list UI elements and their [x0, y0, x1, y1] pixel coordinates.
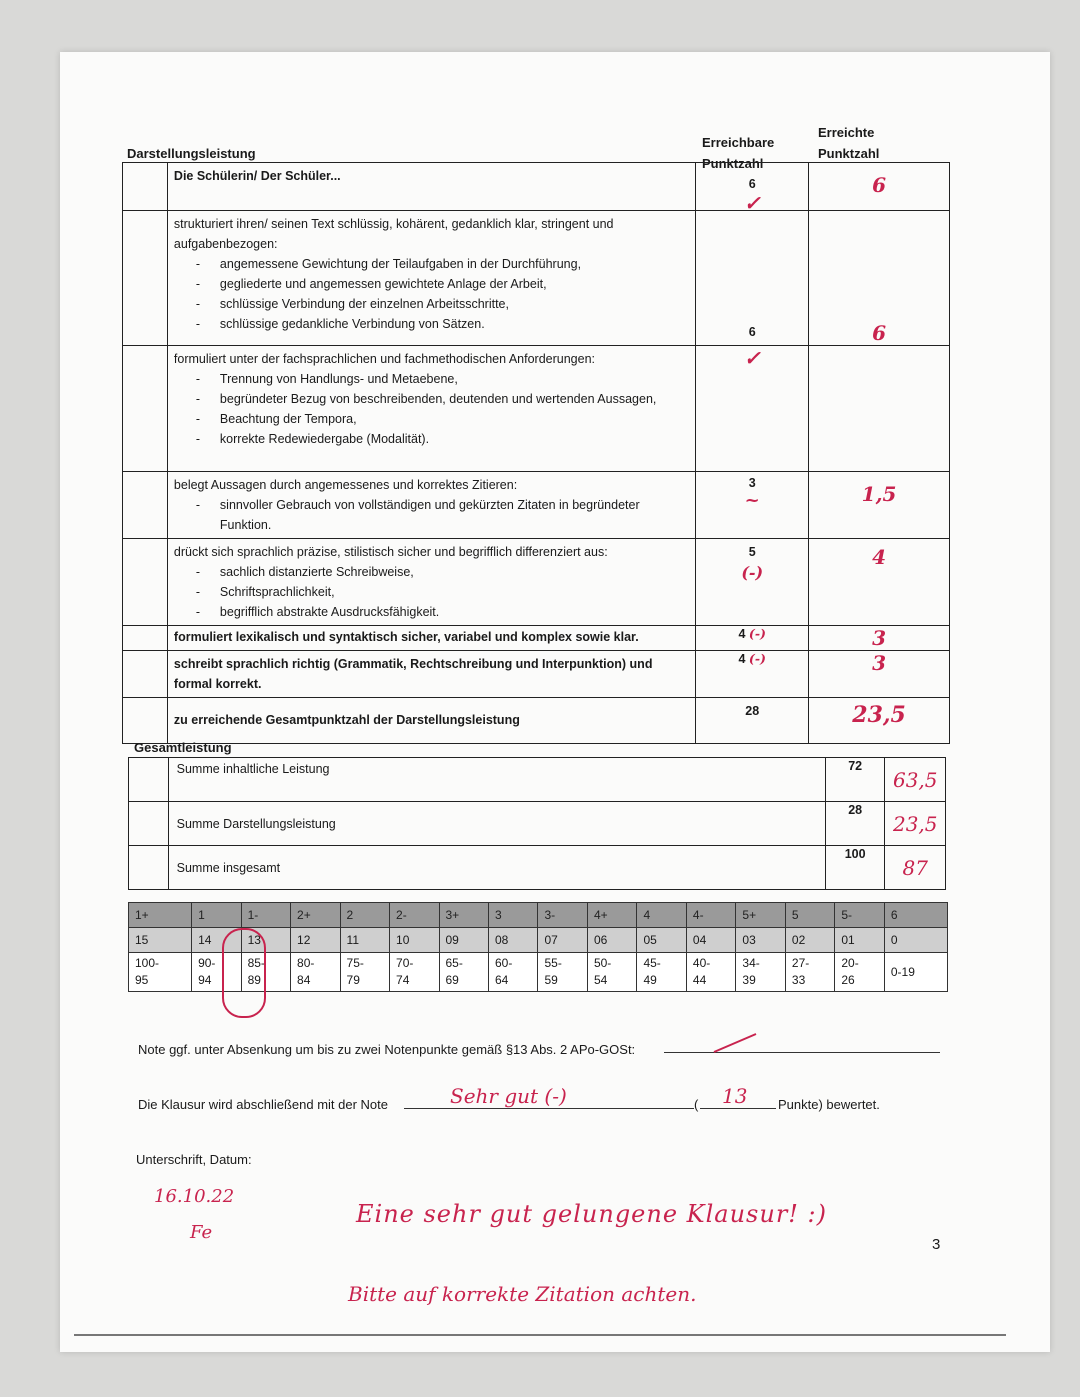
criterion-item: - begrifflich abstrakte Ausdrucksfähigkeit.: [220, 602, 689, 622]
max-points-2: 6: [748, 325, 756, 339]
range-cell: [884, 953, 947, 992]
section-heading-gesamt: Gesamtleistung: [134, 740, 232, 755]
grade-cell: 4+: [587, 903, 636, 928]
range-to: 39: [742, 973, 756, 987]
criterion-2: formuliert unter der fachsprachlichen und fachmethodischen Anforderungen:: [173, 352, 596, 366]
teacher-comment-citation: Bitte auf korrekte Zitation achten.: [348, 1282, 697, 1306]
range-to: 84: [297, 973, 311, 987]
score-1: 6: [872, 173, 887, 197]
grade-cell: 1: [192, 903, 241, 928]
range-cell: [340, 953, 389, 992]
range-to: 33: [791, 973, 806, 987]
range-cell: [291, 953, 340, 992]
summary-table: [128, 757, 946, 890]
points-handwritten: 13: [722, 1084, 748, 1108]
points-cell: 01: [835, 928, 884, 953]
max-points-5: 4: [738, 627, 746, 641]
range-cell: [835, 953, 884, 992]
initials-handwritten: Fe: [190, 1222, 213, 1243]
page-bottom-edge: [74, 1334, 1006, 1336]
points-cell: 08: [488, 928, 537, 953]
criteria-table: [122, 162, 950, 744]
points-cell: 13: [241, 928, 290, 953]
criterion-6: schreibt sprachlich richtig (Grammatik, Rechtschreibung und Interpunktion) und formal korrekt.: [173, 657, 653, 691]
score-5: 3: [872, 626, 887, 650]
grade-cell: 4-: [686, 903, 735, 928]
range-from: 65-: [445, 956, 463, 970]
score-2: 6: [872, 321, 887, 345]
range-from: 75-: [346, 956, 364, 970]
range-from: 85-: [247, 956, 265, 970]
criterion-item: - gegliederte und angemessen gewichtete Anlage der Arbeit,: [220, 274, 689, 294]
total-score: 23,5: [852, 702, 906, 728]
criterion-item: - sinnvoller Gebrauch von vollständigen und gekürzten Zitaten in begründeter Funktion.: [220, 495, 689, 535]
criterion-item: - schlüssige gedankliche Verbindung von Sätzen.: [220, 314, 689, 334]
grade-cell: 5-: [835, 903, 884, 928]
criterion-item: - Schriftsprachlichkeit,: [220, 582, 689, 602]
sum-darstellung-score: 23,5: [892, 811, 938, 836]
points-cell: 05: [637, 928, 686, 953]
criterion-item: - begründeter Bezug von beschreibenden, deutenden und wertenden Aussagen,: [220, 389, 689, 409]
sum-inhalt-max: 72: [825, 758, 885, 802]
range-to: 26: [841, 973, 855, 987]
criterion-item: - korrekte Redewiedergabe (Modalität).: [220, 429, 689, 449]
score-3: 1,5: [861, 482, 897, 506]
points-cell: 03: [736, 928, 785, 953]
grade-cell: 3-: [538, 903, 587, 928]
circled-grade-marker: [222, 928, 266, 1018]
criterion-item: - angemessene Gewichtung der Teilaufgaben in der Durchführung,: [220, 254, 689, 274]
range-cell: [129, 953, 192, 992]
header-erreichbar: Erreichbare Punktzahl: [702, 135, 775, 171]
range-from: 80-: [297, 956, 315, 970]
range-cell: [390, 953, 439, 992]
criterion-item: - sachlich distanzierte Schreibweise,: [220, 562, 689, 582]
points-cell: 12: [291, 928, 340, 953]
range-cell: [488, 953, 537, 992]
range-cell: [637, 953, 686, 992]
sum-darstellung-max: 28: [825, 802, 885, 846]
check-mark-2: ✓: [743, 346, 761, 370]
sum-total-score: 87: [902, 855, 928, 880]
minus-mark-6: (-): [748, 651, 766, 666]
points-cell: 15: [129, 928, 192, 953]
range-cell: [538, 953, 587, 992]
range-cell: [439, 953, 488, 992]
criterion-item: - schlüssige Verbindung der einzelnen Arbeitsschritte,: [220, 294, 689, 314]
range-to: 59: [544, 973, 558, 987]
grade-prefix: Die Klausur wird abschließend mit der Note: [138, 1097, 388, 1112]
range-cell: [785, 953, 834, 992]
section-heading-darstellung: Darstellungsleistung: [127, 146, 256, 161]
minus-mark-5: (-): [748, 626, 766, 641]
max-points-1: 6: [748, 177, 756, 191]
range-from: 55-: [544, 956, 562, 970]
range-to: 94: [198, 973, 212, 987]
criterion-4: drückt sich sprachlich präzise, stilistisch sicher und begrifflich differenziert aus:: [173, 545, 608, 559]
signature-label: Unterschrift, Datum:: [136, 1152, 252, 1167]
total-label: zu erreichende Gesamtpunktzahl der Darstellungsleistung: [173, 713, 520, 727]
sum-inhalt-label: Summe inhaltliche Leistung: [168, 758, 825, 802]
grade-cell: 2: [340, 903, 389, 928]
total-max: 28: [745, 704, 760, 718]
max-points-4: 5: [748, 545, 756, 559]
points-cell: 11: [340, 928, 389, 953]
range-to: 49: [643, 973, 657, 987]
criterion-item: - Trennung von Handlungs- und Metaebene,: [220, 369, 689, 389]
grade-cell: 2-: [390, 903, 439, 928]
range-from: 45-: [643, 956, 661, 970]
header-erreicht: Erreichte Punktzahl: [818, 125, 880, 161]
grade-cell: 3: [488, 903, 537, 928]
range-from: 0-19: [890, 964, 915, 979]
points-cell: 02: [785, 928, 834, 953]
range-cell: [736, 953, 785, 992]
range-from: 27-: [791, 956, 810, 970]
criterion-item: - Beachtung der Tempora,: [220, 409, 689, 429]
points-cell: 09: [439, 928, 488, 953]
grade-underline: [404, 1108, 694, 1109]
points-cell: 14: [192, 928, 241, 953]
range-from: 70-: [396, 956, 414, 970]
range-cell: [686, 953, 735, 992]
subheading: Die Schülerin/ Der Schüler...: [173, 169, 341, 183]
max-points-3: 3: [748, 476, 756, 490]
points-cell: 04: [686, 928, 735, 953]
grade-cell: 6: [884, 903, 947, 928]
max-points-6: 4: [738, 652, 746, 666]
page-number: 3: [932, 1236, 941, 1253]
range-to: 54: [593, 973, 608, 987]
points-suffix: Punkte) bewertet.: [778, 1097, 880, 1112]
grade-cell: 2+: [291, 903, 340, 928]
handwritten-stroke: [710, 1030, 760, 1056]
criterion-1: strukturiert ihren/ seinen Text schlüssig, kohärent, gedanklich klar, stringent und aufgabenbezogen:: [173, 217, 614, 251]
tilde-mark-3: ~: [744, 490, 760, 511]
points-cell: 07: [538, 928, 587, 953]
range-to: 79: [346, 973, 360, 987]
score-4: 4: [872, 545, 887, 569]
grade-cell: 5+: [736, 903, 785, 928]
score-6: 3: [872, 651, 887, 675]
note-line-rule: [664, 1052, 940, 1053]
range-to: 89: [247, 973, 261, 987]
grade-cell: 1+: [129, 903, 192, 928]
points-cell: 06: [587, 928, 636, 953]
sum-darstellung-label: Summe Darstellungsleistung: [168, 802, 825, 846]
check-mark-1: ✓: [743, 191, 761, 215]
criterion-3: belegt Aussagen durch angemessenes und korrektes Zitieren:: [173, 478, 518, 492]
range-from: 100-: [135, 956, 160, 970]
range-from: 90-: [198, 956, 216, 970]
range-to: 44: [692, 973, 707, 987]
minus-mark-4: (-): [741, 563, 764, 582]
grade-cell: 5: [785, 903, 834, 928]
range-cell: [587, 953, 636, 992]
teacher-comment-praise: Eine sehr gut gelungene Klausur! :): [356, 1200, 828, 1228]
range-to: 74: [396, 973, 410, 987]
points-open: (: [694, 1097, 699, 1112]
sum-total-label: Summe insgesamt: [168, 846, 825, 890]
criterion-5: formuliert lexikalisch und syntaktisch sicher, variabel und komplex sowie klar.: [173, 630, 639, 644]
grade-cell: 3+: [439, 903, 488, 928]
range-to: 69: [445, 973, 459, 987]
range-from: 60-: [494, 956, 513, 970]
points-cell: 10: [390, 928, 439, 953]
range-to: 95: [135, 973, 149, 987]
sum-inhalt-score: 63,5: [892, 767, 938, 792]
note-line-label: Note ggf. unter Absenkung um bis zu zwei Notenpunkte gemäß §13 Abs. 2 APo-GOSt:: [138, 1042, 636, 1057]
range-from: 20-: [841, 956, 859, 970]
range-from: 34-: [742, 956, 760, 970]
date-handwritten: 16.10.22: [154, 1186, 235, 1207]
sum-total-max: 100: [825, 846, 885, 890]
points-cell: 0: [884, 928, 947, 953]
range-from: 50-: [593, 956, 612, 970]
range-to: 64: [494, 973, 509, 987]
grade-cell: 4: [637, 903, 686, 928]
range-from: 40-: [692, 956, 711, 970]
grade-handwritten: Sehr gut (-): [450, 1084, 567, 1108]
points-underline: [700, 1108, 776, 1109]
grade-cell: 1-: [241, 903, 290, 928]
